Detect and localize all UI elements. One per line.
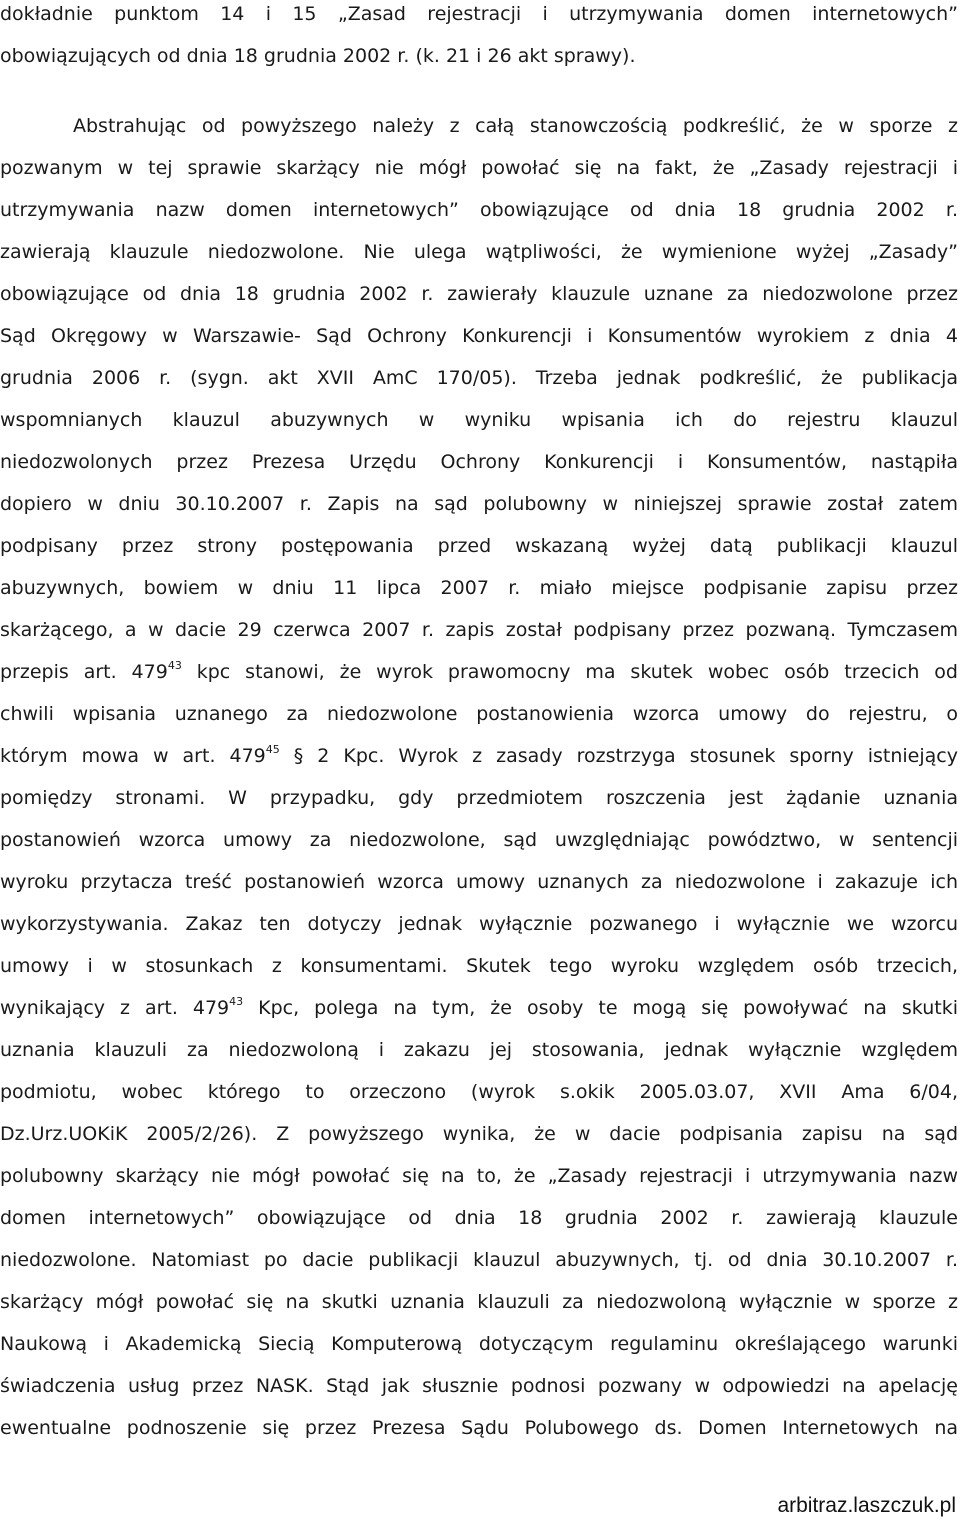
text-segment: wynikający z art. 479 [0, 997, 230, 1019]
text-segment: § 2 Kpc. Wyrok z zasady rozstrzyga stosunek sporny istniejący [279, 745, 958, 767]
text-line: niedozwolonych przez Prezesa Urzędu Ochrony Konkurencji i Konsumentów, nastąpiła [0, 451, 958, 473]
text-line: grudnia 2006 r. (sygn. akt XVII AmC 170/05). Trzeba jednak podkreślić, że publikacja [0, 367, 958, 389]
article-superscript: 45 [265, 744, 280, 756]
text-line: dokładnie punktom 14 i 15 „Zasad rejestracji i utrzymywania domen internetowych” [0, 3, 958, 25]
text-segment: którym mowa w art. 479 [0, 745, 266, 767]
text-line: pozwanym w tej sprawie skarżący nie mógł powołać się na fakt, że „Zasady rejestracji i [0, 157, 958, 179]
article-superscript: 43 [229, 996, 244, 1008]
text-line: zawierają klauzule niedozwolone. Nie ulega wątpliwości, że wymienione wyżej „Zasady” [0, 241, 958, 263]
text-line: obowiązujące od dnia 18 grudnia 2002 r. zawierały klauzule uznane za niedozwolone przez [0, 283, 958, 305]
text-line: domen internetowych” obowiązujące od dnia 18 grudnia 2002 r. zawierają klauzule [0, 1207, 958, 1229]
text-line: Sąd Okręgowy w Warszawie- Sąd Ochrony Konkurencji i Konsumentów wyrokiem z dnia 4 [0, 325, 958, 347]
text-line: wyroku przytacza treść postanowień wzorca umowy uznanych za niedozwolone i zakazuje ich [0, 871, 958, 893]
text-line: skarżącego, a w dacie 29 czerwca 2007 r. zapis został podpisany przez pozwaną. Tymczasem [0, 619, 958, 641]
text-line: Dz.Urz.UOKiK 2005/2/26). Z powyższego wynika, że w dacie podpisania zapisu na sąd [0, 1123, 958, 1145]
text-line: chwili wpisania uznanego za niedozwolone postanowienia wzorca umowy do rejestru, o [0, 703, 958, 725]
article-superscript: 43 [167, 660, 182, 672]
text-line: abuzywnych, bowiem w dniu 11 lipca 2007 r. miało miejsce podpisanie zapisu przez [0, 577, 958, 599]
text-line: obowiązujących od dnia 18 grudnia 2002 r. (k. 21 i 26 akt sprawy). [0, 45, 636, 67]
text-line: polubowny skarżący nie mógł powołać się na to, że „Zasady rejestracji i utrzymywania nazw [0, 1165, 958, 1187]
text-line: podmiotu, wobec którego to orzeczono (wyrok s.okik 2005.03.07, XVII Ama 6/04, [0, 1081, 958, 1103]
text-line: uznania klauzuli za niedozwoloną i zakazu jej stosowania, jednak wyłącznie względem [0, 1039, 958, 1061]
text-line: wspomnianych klauzul abuzywnych w wyniku wpisania ich do rejestru klauzul [0, 409, 958, 431]
text-line: pomiędzy stronami. W przypadku, gdy przedmiotem roszczenia jest żądanie uznania [0, 787, 958, 809]
text-segment: Kpc, polega na tym, że osoby te mogą się powoływać na skutki [243, 997, 958, 1019]
text-line: dopiero w dniu 30.10.2007 r. Zapis na sąd polubowny w niniejszej sprawie został zatem [0, 493, 958, 515]
text-line: utrzymywania nazw domen internetowych” obowiązujące od dnia 18 grudnia 2002 r. [0, 199, 958, 221]
text-line [0, 996, 958, 1022]
text-line: niedozwolone. Natomiast po dacie publikacji klauzul abuzywnych, tj. od dnia 30.10.2007 r. [0, 1249, 958, 1271]
text-line: umowy i w stosunkach z konsumentami. Skutek tego wyroku względem osób trzecich, [0, 955, 958, 977]
text-line: świadczenia usług przez NASK. Stąd jak słusznie podnosi pozwany w odpowiedzi na apelację [0, 1375, 958, 1397]
text-line: Naukową i Akademicką Siecią Komputerową dotyczącym regulaminu określającego warunki [0, 1333, 958, 1355]
footer-url: arbitraz.laszczuk.pl [777, 1494, 956, 1517]
text-line: ewentualne podnoszenie się przez Prezesa Sądu Polubowego ds. Domen Internetowych na [0, 1417, 958, 1439]
text-line: podpisany przez strony postępowania przed wskazaną wyżej datą publikacji klauzul [0, 535, 958, 557]
text-segment: kpc stanowi, że wyrok prawomocny ma skutek wobec osób trzecich od [181, 661, 958, 683]
text-line: skarżący mógł powołać się na skutki uznania klauzuli za niedozwoloną wyłącznie w sporze z [0, 1291, 958, 1313]
text-line: postanowień wzorca umowy za niedozwolone, sąd uwzględniając powództwo, w sentencji [0, 829, 958, 851]
text-line: Abstrahując od powyższego należy z całą stanowczością podkreślić, że w sporze z [73, 115, 958, 137]
text-line [0, 660, 958, 686]
text-line: wykorzystywania. Zakaz ten dotyczy jednak wyłącznie pozwanego i wyłącznie we wzorcu [0, 913, 958, 935]
text-line [0, 744, 958, 770]
text-segment: przepis art. 479 [0, 661, 168, 683]
